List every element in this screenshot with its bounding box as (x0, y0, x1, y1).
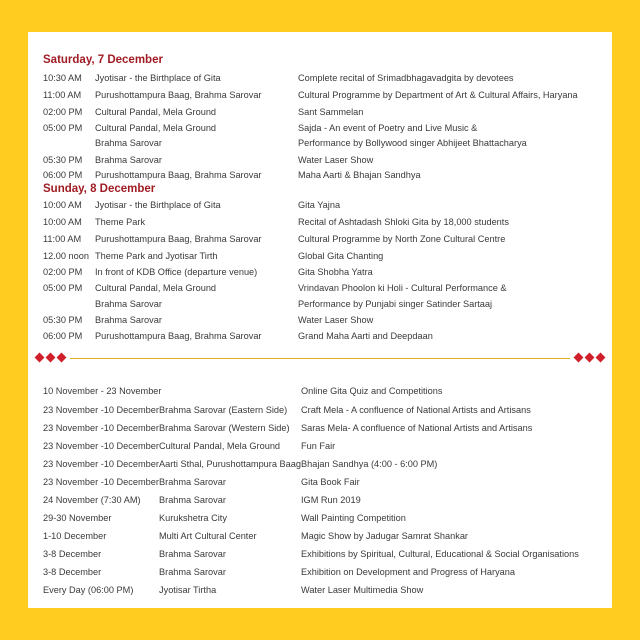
row-time: 11:00 AM (43, 234, 82, 244)
row-venue: Jyotisar - the Birthplace of Gita (95, 200, 221, 210)
row-time: 10:00 AM (43, 200, 82, 210)
event-row (28, 475, 612, 490)
event-row (28, 493, 612, 508)
row-date: 10 November - 23 November (43, 386, 162, 396)
row-time: 10:30 AM (43, 73, 82, 83)
row-venue: Brahma Sarovar (95, 315, 162, 325)
row-date: Every Day (06:00 PM) (43, 585, 134, 595)
row-time: 06:00 PM (43, 331, 83, 341)
row-event: Performance by Bollywood singer Abhijeet Bhattacharya (298, 138, 527, 148)
row-date: 24 November (7:30 AM) (43, 495, 141, 505)
row-event: Gita Book Fair (301, 477, 360, 487)
row-event: Recital of Ashtadash Shloki Gita by 18,000 students (298, 217, 509, 227)
row-venue: Brahma Sarovar (95, 299, 162, 309)
row-event: Maha Aarti & Bhajan Sandhya (298, 170, 421, 180)
event-row (28, 547, 612, 562)
row-venue: Purushottampura Baag, Brahma Sarovar (95, 331, 262, 341)
row-venue: Multi Art Cultural Center (159, 531, 257, 541)
divider-line (70, 358, 570, 359)
row-venue: Purushottampura Baag, Brahma Sarovar (95, 234, 262, 244)
row-venue: Theme Park (95, 217, 146, 227)
row-event: Bhajan Sandhya (4:00 - 6:00 PM) (301, 459, 438, 469)
row-time: 11:00 AM (43, 90, 82, 100)
row-date: 29-30 November (43, 513, 112, 523)
row-date: 3-8 December (43, 549, 102, 559)
row-venue: Kurukshetra City (159, 513, 227, 523)
row-venue: Theme Park and Jyotisar Tirth (95, 251, 218, 261)
row-event: Water Laser Show (298, 155, 374, 165)
row-event: Vrindavan Phoolon ki Holi - Cultural Performance & (298, 283, 507, 293)
row-venue: Cultural Pandal, Mela Ground (95, 283, 217, 293)
row-venue: Aarti Sthal, Purushottampura Baag (159, 459, 301, 469)
row-date: 23 November -10 December (43, 405, 159, 415)
row-venue: Brahma Sarovar (Western Side) (159, 423, 290, 433)
schedule-row (28, 232, 612, 247)
row-event: Cultural Programme by Department of Art & Cultural Affairs, Haryana (298, 90, 578, 100)
row-event: Complete recital of Srimadbhagavadgita by devotees (298, 73, 514, 83)
schedule-row (28, 265, 612, 280)
schedule-row (28, 313, 612, 328)
schedule-panel (28, 32, 612, 608)
event-row (28, 421, 612, 436)
row-event: Craft Mela - A confluence of National Artists and Artisans (301, 405, 531, 415)
ornamental-divider (28, 352, 612, 366)
row-event: Exhibitions by Spiritual, Cultural, Educational & Social Organisations (301, 549, 579, 559)
row-date: 23 November -10 December (43, 477, 159, 487)
diamond-ornament (596, 353, 606, 363)
schedule-row (28, 329, 612, 344)
schedule-row (28, 297, 612, 312)
diamond-ornament (574, 353, 584, 363)
schedule-row (28, 153, 612, 168)
row-event: Grand Maha Aarti and Deepdaan (298, 331, 433, 341)
row-event: Water Laser Multimedia Show (301, 585, 424, 595)
schedule-row (28, 88, 612, 103)
row-event: Gita Yajna (298, 200, 341, 210)
event-row (28, 583, 612, 598)
row-venue: Brahma Sarovar (95, 155, 162, 165)
row-venue: Jyotisar - the Birthplace of Gita (95, 73, 221, 83)
row-venue: Brahma Sarovar (159, 549, 226, 559)
row-venue: Brahma Sarovar (159, 495, 226, 505)
row-venue: Brahma Sarovar (95, 138, 162, 148)
row-event: Saras Mela- A confluence of National Artists and Artisans (301, 423, 533, 433)
day-heading-sunday: Sunday, 8 December (43, 183, 156, 195)
row-event: Magic Show by Jadugar Samrat Shankar (301, 531, 468, 541)
row-venue: Brahma Sarovar (159, 477, 226, 487)
row-event: Sajda - An event of Poetry and Live Music & (298, 123, 478, 133)
row-time: 05:00 PM (43, 283, 83, 293)
row-time: 05:00 PM (43, 123, 83, 133)
row-event: Gita Shobha Yatra (298, 267, 373, 277)
row-venue: Cultural Pandal, Mela Ground (159, 441, 281, 451)
row-time: 12.00 noon (43, 251, 89, 261)
row-event: Online Gita Quiz and Competitions (301, 386, 443, 396)
row-time: 05:30 PM (43, 315, 83, 325)
row-event: Fun Fair (301, 441, 336, 451)
row-event: Performance by Punjabi singer Satinder Sartaaj (298, 299, 493, 309)
row-event: Cultural Programme by North Zone Cultural Centre (298, 234, 506, 244)
row-time: 05:30 PM (43, 155, 83, 165)
event-row (28, 565, 612, 580)
row-venue: Purushottampura Baag, Brahma Sarovar (95, 90, 262, 100)
row-venue: Brahma Sarovar (Eastern Side) (159, 405, 288, 415)
event-row (28, 511, 612, 526)
row-event: Water Laser Show (298, 315, 374, 325)
schedule-row (28, 198, 612, 213)
row-event: Sant Sammelan (298, 107, 364, 117)
schedule-row (28, 215, 612, 230)
row-date: 23 November -10 December (43, 441, 159, 451)
row-venue: Brahma Sarovar (159, 567, 226, 577)
row-venue: In front of KDB Office (departure venue) (95, 267, 258, 277)
row-event: Global Gita Chanting (298, 251, 384, 261)
event-row (28, 439, 612, 454)
row-venue: Cultural Pandal, Mela Ground (95, 123, 217, 133)
diamond-ornament (57, 353, 67, 363)
row-date: 23 November -10 December (43, 459, 159, 469)
diamond-ornament (35, 353, 45, 363)
diamond-ornament (585, 353, 595, 363)
schedule-row (28, 121, 612, 136)
schedule-row (28, 168, 612, 183)
row-time: 02:00 PM (43, 267, 83, 277)
row-date: 1-10 December (43, 531, 107, 541)
day-heading-saturday: Saturday, 7 December (43, 54, 163, 66)
row-venue: Jyotisar Tirtha (159, 585, 217, 595)
schedule-row (28, 136, 612, 151)
row-event: Wall Painting Competition (301, 513, 406, 523)
row-venue: Cultural Pandal, Mela Ground (95, 107, 217, 117)
row-time: 02:00 PM (43, 107, 83, 117)
row-event: IGM Run 2019 (301, 495, 361, 505)
schedule-row (28, 71, 612, 86)
event-row (28, 403, 612, 418)
row-time: 06:00 PM (43, 170, 83, 180)
schedule-row (28, 105, 612, 120)
row-event: Exhibition on Development and Progress of Haryana (301, 567, 515, 577)
event-row (28, 457, 612, 472)
schedule-row (28, 281, 612, 296)
schedule-row (28, 249, 612, 264)
row-venue: Purushottampura Baag, Brahma Sarovar (95, 170, 262, 180)
event-row (28, 384, 612, 399)
diamond-ornament (46, 353, 56, 363)
row-time: 10:00 AM (43, 217, 82, 227)
event-row (28, 529, 612, 544)
row-date: 3-8 December (43, 567, 102, 577)
row-date: 23 November -10 December (43, 423, 159, 433)
